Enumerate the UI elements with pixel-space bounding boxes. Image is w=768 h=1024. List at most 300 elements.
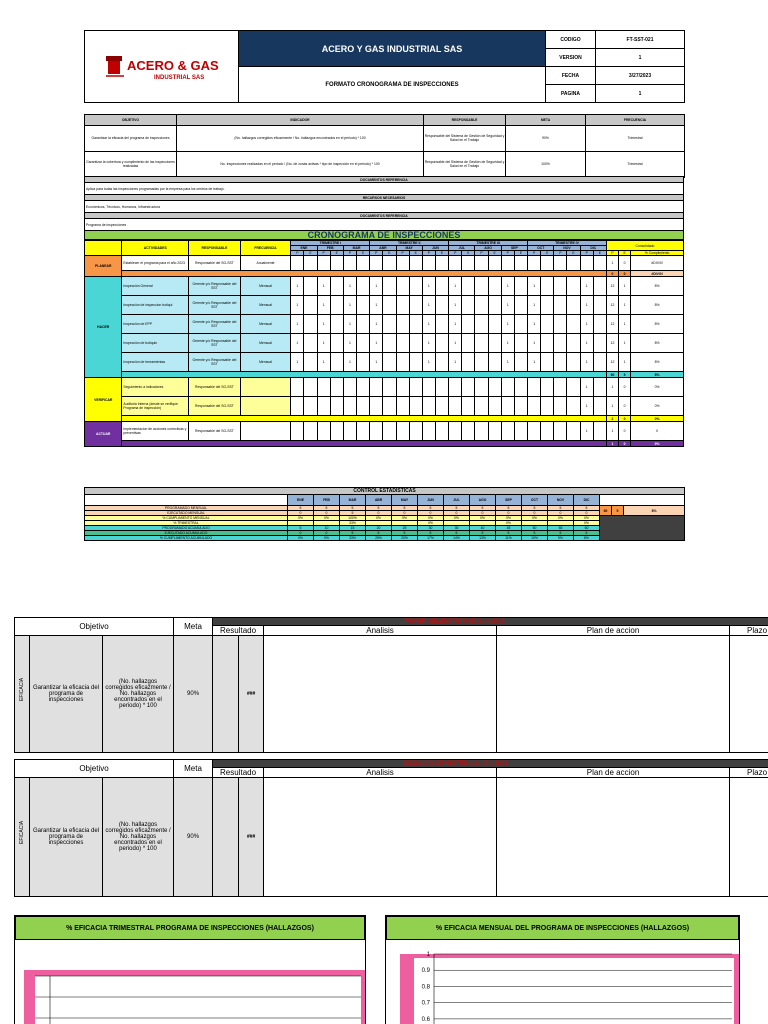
month-cell: 1 xyxy=(317,353,330,372)
month-cell xyxy=(422,397,435,416)
month-header: AGO xyxy=(475,246,501,251)
y-tick-label: 0.8 xyxy=(421,984,430,991)
month-cell: 1 xyxy=(528,296,541,315)
table-row xyxy=(85,277,684,296)
section-label: VERIFICAR xyxy=(85,378,122,422)
month-cell: 1 xyxy=(580,397,593,416)
month-cell: 1 xyxy=(501,296,514,315)
sem-header-plazo: Plazo xyxy=(730,626,768,636)
month-cell xyxy=(330,296,343,315)
month-cell xyxy=(462,256,475,271)
month-cell xyxy=(304,296,317,315)
stats-value: 5 xyxy=(340,511,366,516)
month-cell xyxy=(567,378,580,397)
month-cell xyxy=(514,397,527,416)
stats-value: 5 xyxy=(574,531,600,536)
month-cell xyxy=(435,296,448,315)
meta-label: PAGINA xyxy=(546,85,596,103)
section-label: PLANEAR xyxy=(85,256,122,277)
month-cell xyxy=(541,334,554,353)
e-header: E xyxy=(567,251,580,256)
stats-value: 5 xyxy=(288,506,314,511)
month-cell xyxy=(291,378,304,397)
month-cell xyxy=(343,397,356,416)
chart-mensual xyxy=(385,915,740,1024)
sem-header-resultado: Resultado xyxy=(213,626,264,636)
table-row xyxy=(85,296,684,315)
total-p: 60 xyxy=(606,372,618,378)
month-header: MAR xyxy=(343,246,369,251)
stats-value: 10% xyxy=(522,536,548,541)
month-cell xyxy=(462,277,475,296)
consolidado-p: 12 xyxy=(606,315,618,334)
month-cell: 1 xyxy=(370,277,383,296)
semester-title: SEGUNDO SEMESTRE JUL-DIC 2023 xyxy=(213,760,768,768)
month-cell xyxy=(291,422,304,441)
month-cell xyxy=(409,397,422,416)
stats-value: 0 xyxy=(522,511,548,516)
month-cell xyxy=(475,397,488,416)
month-cell xyxy=(343,256,356,271)
frecuencia: Anualmente xyxy=(240,256,291,271)
month-cell xyxy=(554,315,567,334)
month-cell: 1 xyxy=(580,315,593,334)
month-cell: 1 xyxy=(449,277,462,296)
month-cell xyxy=(541,378,554,397)
month-cell: 1 xyxy=(370,334,383,353)
month-cell xyxy=(396,353,409,372)
meta-value: 3/27/2023 xyxy=(596,67,685,85)
consolidado-e: 1 xyxy=(619,315,631,334)
month-cell xyxy=(396,296,409,315)
consolidado-pct: 8% xyxy=(631,334,684,353)
stats-value: 0% xyxy=(444,516,470,521)
sem-header-analisis: Analisis xyxy=(264,626,497,636)
consolidado-pct: 8% xyxy=(631,296,684,315)
y-tick-label: 0.7 xyxy=(421,1000,430,1007)
e-header: E xyxy=(357,251,370,256)
frecuencia xyxy=(240,378,291,397)
stats-value: 30 xyxy=(418,526,444,531)
control-estadisticas xyxy=(84,487,684,541)
month-cell xyxy=(357,277,370,296)
chart-mensual-plot xyxy=(386,940,739,1024)
total-pct: #DIV/0! xyxy=(631,271,684,277)
header-indicador: INDICADOR xyxy=(177,115,424,126)
p-header: P xyxy=(501,251,514,256)
month-cell xyxy=(435,397,448,416)
month-header: NOV xyxy=(554,246,580,251)
month-cell: 1 xyxy=(580,334,593,353)
stats-value: 5 xyxy=(496,531,522,536)
p-header: P xyxy=(343,251,356,256)
month-cell: 1 xyxy=(343,315,356,334)
activity: Establecer el programa para el año 2023 xyxy=(122,256,189,271)
cell-objetivo: Garantizar la eficacia del programa de inspecciones xyxy=(85,125,177,151)
month-header: FEB xyxy=(317,246,343,251)
month-cell xyxy=(462,378,475,397)
docs-text: Programa de inspecciones xyxy=(85,219,684,231)
month-cell xyxy=(383,334,396,353)
month-header: JUL xyxy=(444,495,470,506)
month-cell xyxy=(435,422,448,441)
sem-header-analisis: Analisis xyxy=(264,768,497,778)
stats-value: 0 xyxy=(418,511,444,516)
month-header: ABR xyxy=(366,495,392,506)
stats-title: CONTROL ESTADISTICAS xyxy=(85,488,685,495)
month-cell xyxy=(488,315,501,334)
month-cell xyxy=(488,277,501,296)
activity: Auditoria Interna (desde se verifique Programa de inspección) xyxy=(122,397,189,416)
total-pct: 0% xyxy=(631,416,684,422)
meta-value: 1 xyxy=(596,49,685,67)
month-cell xyxy=(488,422,501,441)
responsable: Responsable del SG-SST xyxy=(189,378,241,397)
sem-indicador: (No. hallazgos corregidos eficazmente / No. hallazgos encontrados en el periodo) * 100 xyxy=(103,778,174,897)
header-frecuencia: FRECUENCIA xyxy=(586,115,685,126)
month-header: ABR xyxy=(370,246,396,251)
stats-value: 0 xyxy=(470,511,496,516)
month-cell xyxy=(488,334,501,353)
frecuencia: Mensual xyxy=(240,353,291,372)
month-cell xyxy=(554,256,567,271)
month-cell: 1 xyxy=(449,315,462,334)
month-cell xyxy=(567,256,580,271)
consolidado-e: 0 xyxy=(619,422,631,441)
month-cell xyxy=(528,256,541,271)
month-cell xyxy=(488,296,501,315)
month-cell xyxy=(541,397,554,416)
document-header xyxy=(84,30,684,102)
cell-indicador: (No. hallazgos corregidos eficazmente / No. hallazgos encontrados en el periodo) * 100 xyxy=(177,125,424,151)
sem-header-meta: Meta xyxy=(174,618,213,636)
month-cell xyxy=(514,296,527,315)
month-cell: 1 xyxy=(422,296,435,315)
month-cell xyxy=(488,256,501,271)
month-cell: 1 xyxy=(422,353,435,372)
month-cell: 1 xyxy=(370,353,383,372)
month-cell xyxy=(541,422,554,441)
month-cell xyxy=(435,334,448,353)
month-cell xyxy=(554,422,567,441)
consolidado-pct: #DIV/0! xyxy=(631,256,684,271)
month-header: DIC xyxy=(574,495,600,506)
month-cell xyxy=(593,315,606,334)
plot-area xyxy=(35,976,361,1024)
month-cell: 1 xyxy=(291,353,304,372)
stats-label: EJECUTADO ACUMULADO xyxy=(85,531,288,536)
stats-value: 0 xyxy=(314,511,340,516)
sem-plan-cell[interactable] xyxy=(497,636,730,753)
frecuencia: Mensual xyxy=(240,334,291,353)
plot-area xyxy=(414,958,734,1024)
p-header: P xyxy=(370,251,383,256)
total-e: 0 xyxy=(619,271,631,277)
sem-header-resultado: Resultado xyxy=(213,768,264,778)
month-header: ENE xyxy=(288,495,314,506)
company-name: ACERO Y GAS INDUSTRIAL SAS xyxy=(239,31,546,67)
sem-meta: 90% xyxy=(174,636,213,753)
month-cell xyxy=(554,296,567,315)
semester-1 xyxy=(14,617,768,750)
month-cell xyxy=(475,277,488,296)
month-cell xyxy=(541,315,554,334)
consolidado-p: 12 xyxy=(606,334,618,353)
sem-objetivo: Garantizar la eficacia del programa de inspecciones xyxy=(30,778,103,897)
consolidado-e: 1 xyxy=(619,334,631,353)
header-meta: META xyxy=(506,115,586,126)
table-row xyxy=(85,334,684,353)
stats-value: 5 xyxy=(340,506,366,511)
month-cell xyxy=(462,353,475,372)
stats-value: 0 xyxy=(574,511,600,516)
consolidado-e: 0 xyxy=(619,256,631,271)
month-cell xyxy=(514,315,527,334)
stats-value: 17% xyxy=(418,536,444,541)
stats-value: 5 xyxy=(470,531,496,536)
cronograma-title: CRONOGRAMA DE INSPECCIONES xyxy=(84,230,684,240)
stats-value: 13% xyxy=(470,536,496,541)
month-cell xyxy=(501,422,514,441)
month-cell xyxy=(343,422,356,441)
month-cell xyxy=(593,334,606,353)
e-header: E xyxy=(435,251,448,256)
activity: Inspección de inspeccion botiquí xyxy=(122,296,189,315)
stats-value: 0 xyxy=(366,511,392,516)
month-cell xyxy=(317,422,330,441)
month-cell xyxy=(554,353,567,372)
stats-value: 0% xyxy=(314,516,340,521)
month-cell: 1 xyxy=(291,296,304,315)
month-cell xyxy=(475,353,488,372)
stats-value: 0% xyxy=(418,521,444,526)
month-header: SEP xyxy=(496,495,522,506)
acero-gas-logo-icon xyxy=(102,46,222,86)
stats-label: % CUMPLIMIENTO ACUMULADO xyxy=(85,536,288,541)
stats-label: % CUMPLIMIENTO MENSUAL xyxy=(85,516,288,521)
chart-title: % EFICACIA MENSUAL DEL PROGRAMA DE INSPECCIONES (HALLAZGOS) xyxy=(386,916,739,940)
month-cell xyxy=(383,353,396,372)
quarter-header: TRIMESTRE I xyxy=(291,241,370,246)
month-cell xyxy=(501,256,514,271)
month-cell xyxy=(330,315,343,334)
stats-value: 5 xyxy=(522,531,548,536)
month-cell xyxy=(330,353,343,372)
stats-value: 33% xyxy=(340,536,366,541)
stats-value: 5 xyxy=(392,531,418,536)
indicators-table xyxy=(84,114,684,178)
p-header: P xyxy=(317,251,330,256)
meta-value: 1 xyxy=(596,85,685,103)
p-header: P xyxy=(291,251,304,256)
responsable: Responsable del SG-SST xyxy=(189,422,241,441)
stats-label: EJECUTADO MENSUAL xyxy=(85,511,288,516)
stats-label: PROGRAMADO ACUMULADO xyxy=(85,526,288,531)
month-cell xyxy=(370,397,383,416)
stats-total-pct: 8% xyxy=(624,506,685,516)
month-cell: 1 xyxy=(449,334,462,353)
stats-total-e: 5 xyxy=(612,506,624,516)
month-cell xyxy=(475,256,488,271)
stats-value: 11% xyxy=(496,536,522,541)
month-cell: 1 xyxy=(343,296,356,315)
total-e: 0 xyxy=(619,416,631,422)
month-cell xyxy=(409,334,422,353)
month-cell xyxy=(330,277,343,296)
month-cell xyxy=(383,422,396,441)
stats-value: 60 xyxy=(574,526,600,531)
cell-meta: 100% xyxy=(506,151,586,177)
sem-plazo-cell[interactable] xyxy=(730,636,768,753)
cell-meta: 90% xyxy=(506,125,586,151)
logo-text: ACERO & GAS xyxy=(126,57,219,73)
month-cell xyxy=(396,334,409,353)
responsable: Gerente y/o Responsable del SST xyxy=(189,296,241,315)
quarter-header: TRIMESTRE III xyxy=(449,241,528,246)
stats-value: 20 xyxy=(366,526,392,531)
frecuencia: Mensual xyxy=(240,315,291,334)
month-cell xyxy=(488,397,501,416)
month-cell: 1 xyxy=(449,296,462,315)
month-cell xyxy=(435,315,448,334)
month-cell: 1 xyxy=(343,277,356,296)
month-cell xyxy=(383,397,396,416)
month-cell: 1 xyxy=(528,277,541,296)
activity: Inspección de EPP xyxy=(122,315,189,334)
reference-docs xyxy=(84,176,684,230)
month-cell xyxy=(435,353,448,372)
month-cell xyxy=(370,378,383,397)
month-cell: 1 xyxy=(291,277,304,296)
table-row xyxy=(85,422,684,441)
month-cell: 1 xyxy=(291,334,304,353)
frecuencia: Mensual xyxy=(240,296,291,315)
side-label: EFICACIA xyxy=(19,677,25,701)
month-cell xyxy=(514,334,527,353)
p-header: P xyxy=(422,251,435,256)
stats-value: 5 xyxy=(548,506,574,511)
sem-plan-cell[interactable] xyxy=(497,778,730,897)
month-cell xyxy=(396,256,409,271)
month-cell: 1 xyxy=(343,353,356,372)
month-cell xyxy=(304,422,317,441)
month-cell xyxy=(435,277,448,296)
month-cell xyxy=(409,422,422,441)
stats-value: 5 xyxy=(574,506,600,511)
company-logo xyxy=(85,31,239,103)
month-cell xyxy=(317,256,330,271)
quarter-header: TRIMESTRE II xyxy=(370,241,449,246)
month-cell xyxy=(462,334,475,353)
month-cell xyxy=(528,397,541,416)
month-cell: 1 xyxy=(370,315,383,334)
responsable: Gerente y/o Responsable del SST xyxy=(189,353,241,372)
consolidado-e: 0 xyxy=(619,378,631,397)
month-cell: 1 xyxy=(370,296,383,315)
stats-value: 25% xyxy=(366,536,392,541)
cronograma-table xyxy=(84,240,684,447)
stats-value: 45 xyxy=(496,526,522,531)
consolidado-pct: 8% xyxy=(631,277,684,296)
month-cell xyxy=(449,397,462,416)
stats-value: 25 xyxy=(392,526,418,531)
e-header: E xyxy=(409,251,422,256)
cell-objetivo: Garantizar la cobertura y cumplimiento de las inspecciones realizadas xyxy=(85,151,177,177)
total-p: 0 xyxy=(606,271,618,277)
table-row xyxy=(85,378,684,397)
stats-value: 40 xyxy=(470,526,496,531)
stats-value: 5 xyxy=(314,506,340,511)
header-frecuencia: FRECUENCIA xyxy=(240,241,291,256)
e-header: E xyxy=(514,251,527,256)
month-cell xyxy=(304,277,317,296)
sem-meta: 90% xyxy=(174,778,213,897)
stats-value: 0% xyxy=(496,521,522,526)
cell-frecuencia: Trimestral xyxy=(586,151,685,177)
consolidado-e: 1 xyxy=(619,296,631,315)
sem-header-plan: Plan de accion xyxy=(497,768,730,778)
consolidado-p: 12 xyxy=(606,296,618,315)
month-cell: 1 xyxy=(422,334,435,353)
meta-label: VERSION xyxy=(546,49,596,67)
semester-title: PRIMER SEMESTRE ENE-JUN 2023 xyxy=(213,618,768,626)
e-header: E xyxy=(593,251,606,256)
month-cell xyxy=(396,378,409,397)
stats-value: 5 xyxy=(444,506,470,511)
month-cell xyxy=(435,378,448,397)
sem-analisis-cell[interactable] xyxy=(264,636,497,753)
month-cell xyxy=(593,296,606,315)
month-cell xyxy=(475,296,488,315)
month-cell xyxy=(541,296,554,315)
stats-value: 0% xyxy=(574,521,600,526)
month-cell xyxy=(541,353,554,372)
month-cell xyxy=(541,277,554,296)
p-header: P xyxy=(475,251,488,256)
quarter-header: TRIMESTRE IV xyxy=(528,241,607,246)
stats-value: 20% xyxy=(392,536,418,541)
e-header: E xyxy=(488,251,501,256)
month-cell xyxy=(357,378,370,397)
month-header: NOV xyxy=(548,495,574,506)
month-cell xyxy=(475,334,488,353)
e-header: E xyxy=(304,251,317,256)
p-header: P xyxy=(580,251,593,256)
table-row xyxy=(85,397,684,416)
format-title: FORMATO CRONOGRAMA DE INSPECCIONES xyxy=(239,67,546,103)
month-cell xyxy=(330,378,343,397)
month-cell xyxy=(462,397,475,416)
consolidado-pct: 0 xyxy=(631,422,684,441)
activity: Implementacion de acciones correctivas y preventivas xyxy=(122,422,189,441)
month-cell xyxy=(488,378,501,397)
meta-label: CODIGO xyxy=(546,31,596,49)
consolidado-pct: 0% xyxy=(631,397,684,416)
month-cell xyxy=(357,422,370,441)
month-cell xyxy=(409,256,422,271)
meta-label: FECHA xyxy=(546,67,596,85)
sem-header-plazo: Plazo xyxy=(730,768,768,778)
month-cell xyxy=(514,422,527,441)
sem-plazo-cell[interactable] xyxy=(730,778,768,897)
month-cell: 1 xyxy=(528,315,541,334)
activity: Inspección General xyxy=(122,277,189,296)
month-cell: 1 xyxy=(580,378,593,397)
table-row xyxy=(85,125,685,151)
month-cell xyxy=(475,422,488,441)
sem-analisis-cell[interactable] xyxy=(264,778,497,897)
chart-title: % EFICACIA TRIMESTRAL PROGRAMA DE INSPECCIONES (HALLAZGOS) xyxy=(15,916,365,940)
